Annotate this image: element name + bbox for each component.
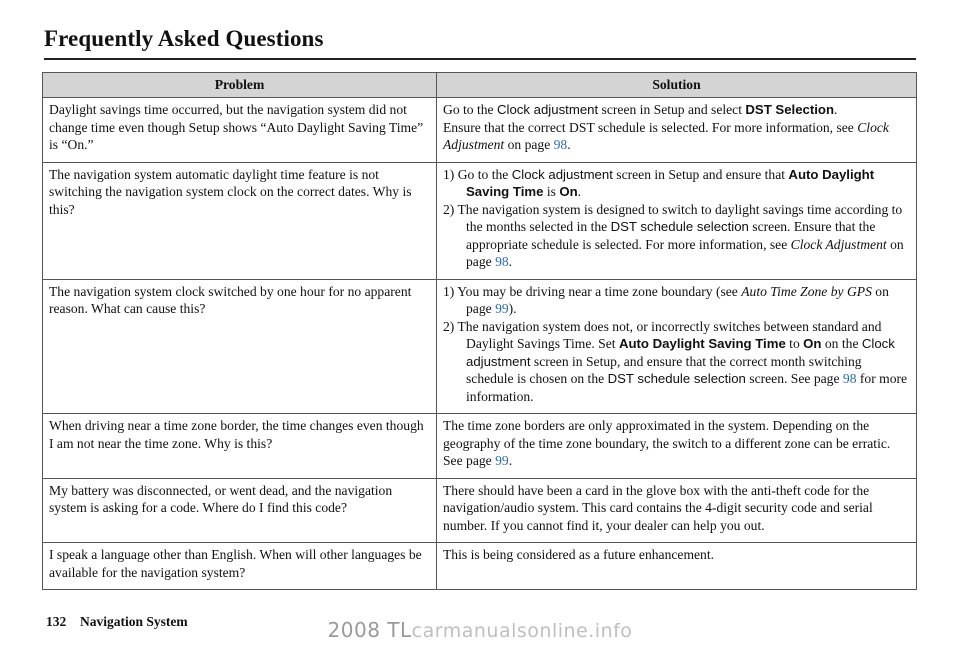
problem-cell: Daylight savings time occurred, but the navigation system did not change time even though Setup shows “Auto Daylight Saving Time” is “On.” — [43, 98, 437, 163]
table-row — [43, 543, 917, 590]
solution-cell — [437, 98, 917, 163]
solution-cell: This is being considered as a future enhancement. — [437, 543, 917, 590]
text-fragment: on page — [466, 283, 889, 316]
text-fragment: The navigation system is designed to switch to daylight savings time according to the months selected in the — [457, 201, 903, 234]
text-fragment: is — [543, 184, 560, 199]
setting-value: On — [803, 336, 822, 351]
page-link[interactable]: 98 — [495, 254, 509, 269]
text-fragment: 1) — [443, 166, 458, 182]
text-fragment: 1) — [443, 283, 458, 299]
setting-name: Auto Daylight Saving Time — [618, 336, 786, 351]
text-fragment: screen. Ensure that the appropriate schedule is selected. For more information, see — [466, 219, 876, 252]
section-reference: Auto Time Zone by GPS — [741, 283, 872, 299]
text-fragment: Ensure that the correct DST schedule is selected. For more information, see — [443, 119, 858, 135]
watermark — [0, 618, 960, 642]
text-fragment: . — [577, 184, 582, 199]
page-link[interactable]: 99 — [495, 301, 509, 316]
setting-name: Auto Daylight Saving Time — [466, 166, 875, 199]
text-fragment: You may be driving near a time zone boundary (see — [457, 283, 742, 299]
solution-step — [443, 318, 910, 406]
text-fragment: screen. See page — [745, 371, 843, 386]
solution-column-header: Solution — [437, 73, 917, 98]
text-fragment: Go to the — [443, 102, 497, 117]
setting-name: DST Selection — [745, 102, 835, 117]
page-link[interactable]: 98 — [553, 137, 568, 152]
text-fragment: 2) — [443, 318, 458, 334]
setting-value: On — [559, 184, 578, 199]
solution-cell: There should have been a card in the glove box with the anti-theft code for the navigation/audio system. This card contains the 4-digit security code and serial number. If you cannot find it, your dealer can help you out. — [437, 478, 917, 543]
problem-cell: I speak a language other than English. When will other languages be available for the navigation system? — [43, 543, 437, 590]
table-row — [43, 162, 917, 279]
problem-cell: The navigation system clock switched by one hour for no apparent reason. What can cause this? — [43, 279, 437, 414]
text-fragment: . — [508, 254, 513, 269]
page-link[interactable]: 98 — [842, 371, 857, 386]
text-fragment: on page — [504, 137, 554, 152]
watermark-site: carmanualsonline.info — [411, 620, 633, 642]
text-fragment: . — [834, 102, 838, 117]
screen-name: Clock adjustment — [497, 102, 599, 117]
text-fragment: The navigation system does not, or incorrectly switches between standard and Daylight Savings Time. Set — [457, 318, 882, 351]
text-fragment: on page — [466, 236, 904, 269]
screen-name: DST schedule selection — [607, 371, 746, 386]
page-link[interactable]: 99 — [495, 453, 509, 468]
problem-cell: My battery was disconnected, or went dead, and the navigation system is asking for a code. Where do I find this code? — [43, 478, 437, 543]
solution-step — [443, 283, 910, 318]
text-fragment: Go to the — [457, 166, 512, 182]
screen-name: Clock adjustment — [466, 336, 895, 369]
text-fragment: . — [567, 137, 571, 152]
table-row — [43, 279, 917, 414]
text-fragment: on the — [821, 336, 862, 351]
solution-cell — [437, 414, 917, 479]
table-row — [43, 414, 917, 479]
text-fragment: for more information. — [466, 371, 908, 404]
text-fragment: screen in Setup and ensure that — [612, 166, 789, 182]
text-fragment: ). — [508, 301, 517, 316]
table-row — [43, 478, 917, 543]
table-header-row — [43, 73, 917, 98]
table-row — [43, 98, 917, 163]
problem-column-header: Problem — [43, 73, 437, 98]
faq-table — [42, 72, 917, 590]
solution-cell — [437, 279, 917, 414]
watermark-model: 2008 TL — [327, 618, 412, 642]
screen-name: Clock adjustment — [511, 166, 613, 182]
page-number: 132 — [46, 614, 67, 629]
problem-cell: When driving near a time zone border, the time changes even though I am not near the time zone. Why is this? — [43, 414, 437, 479]
section-reference: Clock Adjustment — [790, 236, 887, 252]
text-fragment: to — [785, 336, 804, 351]
solution-cell — [437, 162, 917, 279]
solution-step — [443, 166, 910, 201]
solution-step — [443, 201, 910, 271]
title-divider — [44, 58, 916, 60]
page-title: Frequently Asked Questions — [44, 26, 324, 51]
screen-name: DST schedule selection — [610, 219, 749, 234]
section-reference: Clock Adjustment — [443, 119, 889, 152]
text-fragment: 2) — [443, 201, 458, 217]
text-fragment: . — [508, 453, 513, 468]
text-fragment: screen in Setup and select — [598, 102, 746, 117]
text-fragment: screen in Setup, and ensure that the correct month switching schedule is chosen on the — [466, 353, 862, 386]
footer-section-title: Navigation System — [80, 614, 188, 629]
problem-cell: The navigation system automatic daylight time feature is not switching the navigation system clock on the correct dates. Why is this? — [43, 162, 437, 279]
text-fragment: The time zone borders are only approximated in the system. Depending on the geography of the time zone boundary, the switch to a different zone can be erratic. See page — [443, 418, 891, 468]
